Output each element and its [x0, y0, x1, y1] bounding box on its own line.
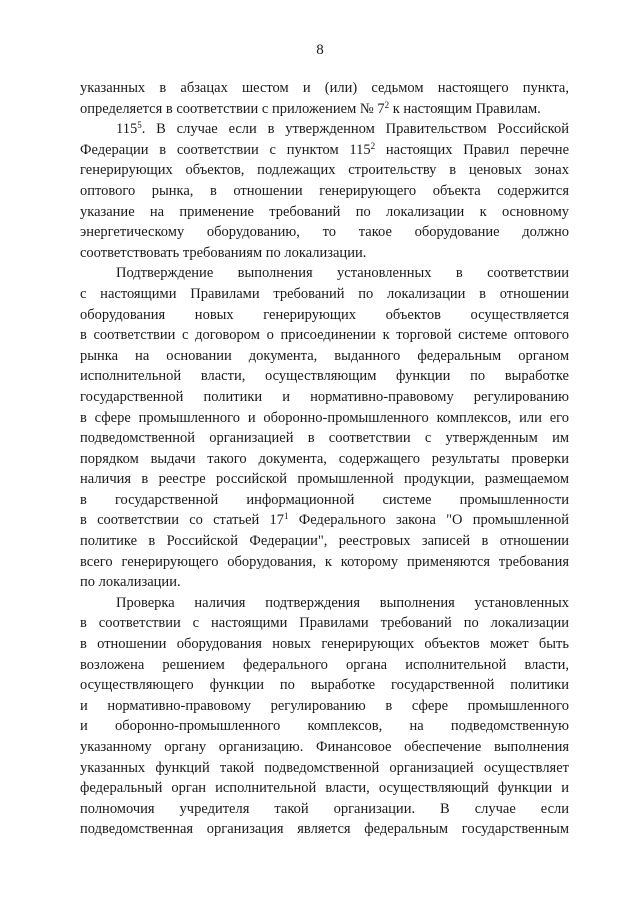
text-line: возложена решением федерального органа исполнительной власти, [80, 656, 569, 673]
text-line: всего генерирующего оборудования, к которому применяются требования [80, 553, 569, 570]
text-line: и оборонно-промышленного комплексов, на подведомственную [80, 718, 569, 735]
text-line: с настоящими Правилами требований по локализации в отношении [80, 285, 569, 302]
text-line: Подтверждение выполнения установленных в соответствии [116, 265, 569, 282]
text-line: оборудования новых генерирующих объектов осуществляется [80, 306, 569, 323]
text-line: и нормативно-правовому регулированию в сфере промышленного [80, 697, 569, 714]
text-line: Федерации в соответствии с пунктом $115^2$ настоящих Правил перечне [80, 140, 569, 158]
text-line: подведомственной организацией в соответствии с утвержденным им [80, 430, 569, 447]
text-line: осуществляющего функции по выработке государственной политики [80, 677, 569, 694]
text-line: оптового рынка, в отношении генерирующего объекта содержится [80, 182, 569, 199]
text-line: указанных в абзацах шестом и (или) седьмом настоящего пункта, [80, 80, 569, 96]
text-line: исполнительной власти, осуществляющим функции по выработке [80, 368, 569, 385]
text-line: полномочия учредителя такой организации. В случае если [80, 800, 569, 817]
text-line: в отношении оборудования новых генерирующих объектов может быть [80, 636, 569, 653]
text-line: указание на применение требований по локализации к основному [80, 203, 569, 220]
text-line: в соответствии с настоящими Правилами требований по локализации [80, 615, 569, 632]
text-line: указанному органу организацию. Финансовое обеспечение выполнения [80, 739, 569, 755]
text-line: государственной политики и нормативно-правовому регулированию [80, 388, 569, 405]
text-line: порядком выдачи такого документа, содержащего результаты проверки [80, 450, 569, 467]
text-line: подведомственная организация является федеральным государственным [80, 821, 569, 838]
text-line: в государственной информационной системе промышленности [80, 491, 569, 508]
text-line: указанных функций такой подведомственной организацией осуществляет [80, 759, 569, 776]
page-number: 8 [316, 42, 324, 58]
text-line: соответствовать требованиям по локализации. [80, 244, 367, 261]
text-line: наличия в реестре российской промышленной продукции, размещаемом [80, 471, 569, 488]
text-line: рынка на основании документа, выданного федеральным органом [80, 347, 569, 364]
text-line: определяется в соответствии с приложением № $7^2$ к настоящим Правилам. [80, 99, 541, 117]
text-line: генерирующих объектов, подлежащих строительству в ценовых зонах [80, 162, 569, 179]
text-line: политике в Российской Федерации", реестровых записей в отношении [80, 533, 569, 550]
text-line: $115^5$. В случае если в утвержденном Правительством Российской [116, 120, 569, 138]
text-line: в сфере промышленного и оборонно-промышленного комплексов, или его [80, 409, 569, 426]
document-body [80, 78, 569, 840]
text-line: Проверка наличия подтверждения выполнения установленных [116, 594, 569, 611]
text-line: энергетическому оборудованию, то такое оборудование должно [80, 224, 569, 241]
text-line: в соответствии со статьей $17^1$ Федерального закона "О промышленной [80, 511, 569, 529]
text-line: в соответствии с договором о присоединении к торговой системе оптового [80, 327, 569, 344]
text-line: по локализации. [80, 574, 181, 591]
text-line: федеральный орган исполнительной власти, осуществляющий функции и [80, 780, 569, 797]
